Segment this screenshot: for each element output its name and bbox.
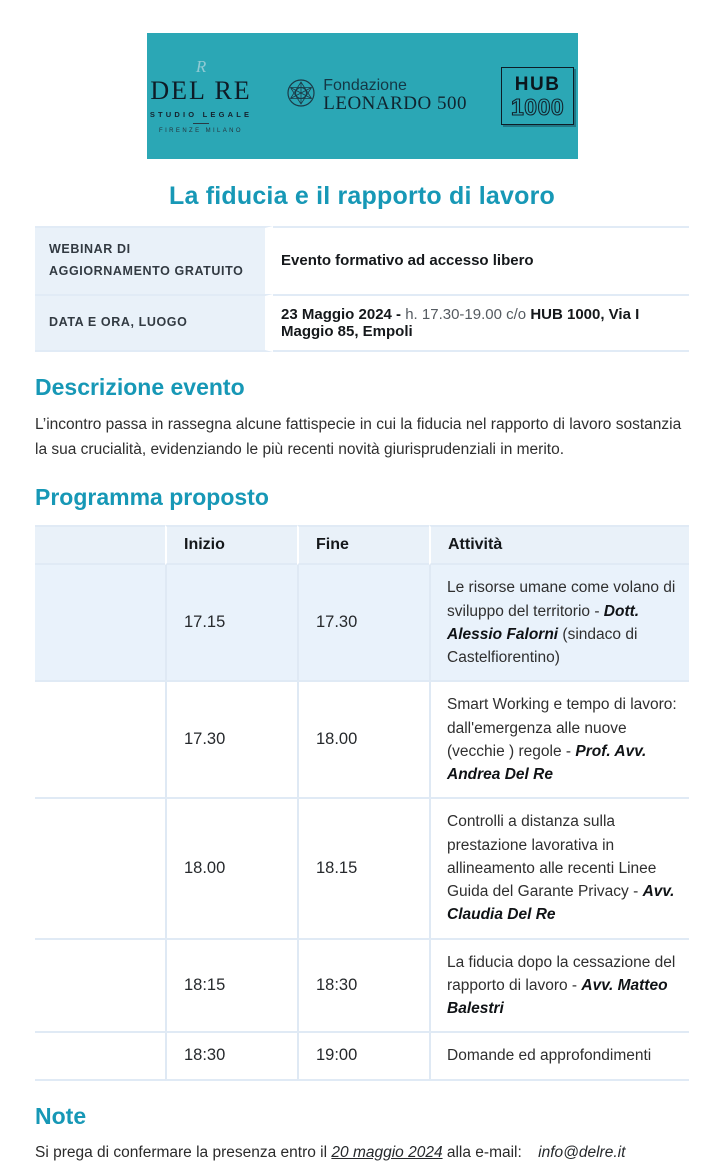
activity-speaker: Avv. Claudia Del Re [447,883,675,924]
note-deadline: 20 maggio 2024 [331,1143,443,1161]
activity-text: La fiducia dopo la cessazione del rapporto di lavoro - [447,953,676,994]
program-row-4 [35,940,689,1034]
program-row-5 [35,1033,689,1080]
info-value-webinar-text: Evento formativo ad accesso libero [281,252,534,270]
note-text [35,1144,689,1162]
row-spacer [35,682,165,799]
row-5-inizio: 18:30 [165,1033,297,1080]
event-location: HUB 1000, Via I Maggio 85, Empoli [281,305,640,340]
program-row-2 [35,682,689,799]
leonardo-logo [286,78,467,115]
activity-suffix: (sindaco di Castelfiorentino) [447,625,638,667]
info-value-webinar [273,226,689,294]
delre-subtitle: STUDIO LEGALE [149,109,253,119]
info-value-date [273,294,689,352]
activity-speaker: Avv. Matteo Balestri [447,976,668,1018]
row-3-inizio: 18.00 [165,799,297,939]
content [35,226,689,1162]
delre-cities: FIRENZE MILANO [159,128,243,135]
activity-text: Domande ed approfondimenti [447,1047,652,1065]
hub-wordmark: HUB [514,74,561,95]
program-col-fine: Fine [297,525,429,565]
row-4-fine: 18:30 [297,940,429,1034]
description-text: L’incontro passa in rassegna alcune fattispecie in cui la fiducia nel rapporto di lavoro sostanzia la sua crucialità, evidenziando le più recenti novità giurisprudenziali in merito. [35,415,682,458]
note-heading: Note [35,1102,87,1129]
row-3-activity [429,799,689,939]
activity-text: Controlli a distanza sulla prestazione lavorativa in allineamento alle recenti Linee Guida del Garante Privacy - [447,813,657,901]
activity-speaker: Dott. Alessio Falorni [447,602,640,643]
event-time: h. 17.30-19.00 c/o [405,305,531,323]
program-header-row [35,525,689,565]
hub1000-logo [501,67,574,125]
leonardo-line2: LEONARDO 500 [323,93,467,115]
note-email: info@delre.it [538,1143,626,1161]
row-1-activity [429,565,689,682]
row-spacer [35,799,165,939]
leonardo-polyhedron-icon [286,78,316,113]
program-row-1 [35,565,689,682]
delre-divider [193,123,209,124]
hub-1000-outline: 1000 [511,94,565,120]
row-1-fine: 17.30 [297,565,429,682]
note-text-pre: Si prega di confermare la presenza entro il [35,1143,332,1161]
event-date: 23 Maggio 2024 - [281,305,406,323]
row-3-fine: 18.15 [297,799,429,939]
row-1-inizio: 17.15 [165,565,297,682]
delre-monogram-icon: R [195,56,207,76]
program-heading: Programma proposto [35,484,269,511]
info-row-webinar [35,226,689,294]
row-2-fine: 18.00 [297,682,429,799]
program-table [35,525,689,1080]
row-5-fine: 19:00 [297,1033,429,1080]
event-info-table [35,226,689,352]
row-2-inizio: 17.30 [165,682,297,799]
program-col-spacer [35,525,165,565]
row-2-activity [429,682,689,799]
program-col-inizio: Inizio [165,525,297,565]
row-spacer [35,1033,165,1080]
delre-name: DEL RE [150,75,252,105]
page-title: La fiducia e il rapporto di lavoro [168,182,556,210]
row-4-inizio: 18:15 [165,940,297,1034]
activity-text: Le risorse umane come volano di sviluppo del territorio - [447,579,676,620]
info-row-date [35,294,689,352]
row-5-activity [429,1033,689,1080]
row-4-activity [429,940,689,1034]
program-row-3 [35,799,689,939]
delre-logo [150,58,252,135]
header-banner [147,33,578,159]
leonardo-line1: Fondazione [323,76,407,94]
program-col-attivita: Attività [429,525,689,565]
info-label-webinar: WEBINAR DI AGGIORNAMENTO GRATUITO [35,226,273,294]
description-heading: Descrizione evento [35,373,245,400]
info-label-date: DATA E ORA, LUOGO [35,294,273,352]
activity-speaker: Prof. Avv. Andrea Del Re [447,742,647,784]
activity-text: Smart Working e tempo di lavoro: dall'emergenza alle nuove (vecchie ) regole - [447,696,677,760]
row-spacer [35,565,165,682]
leonardo-wordmark [323,78,467,115]
row-spacer [35,940,165,1034]
note-text-mid: alla e-mail: [442,1143,527,1161]
